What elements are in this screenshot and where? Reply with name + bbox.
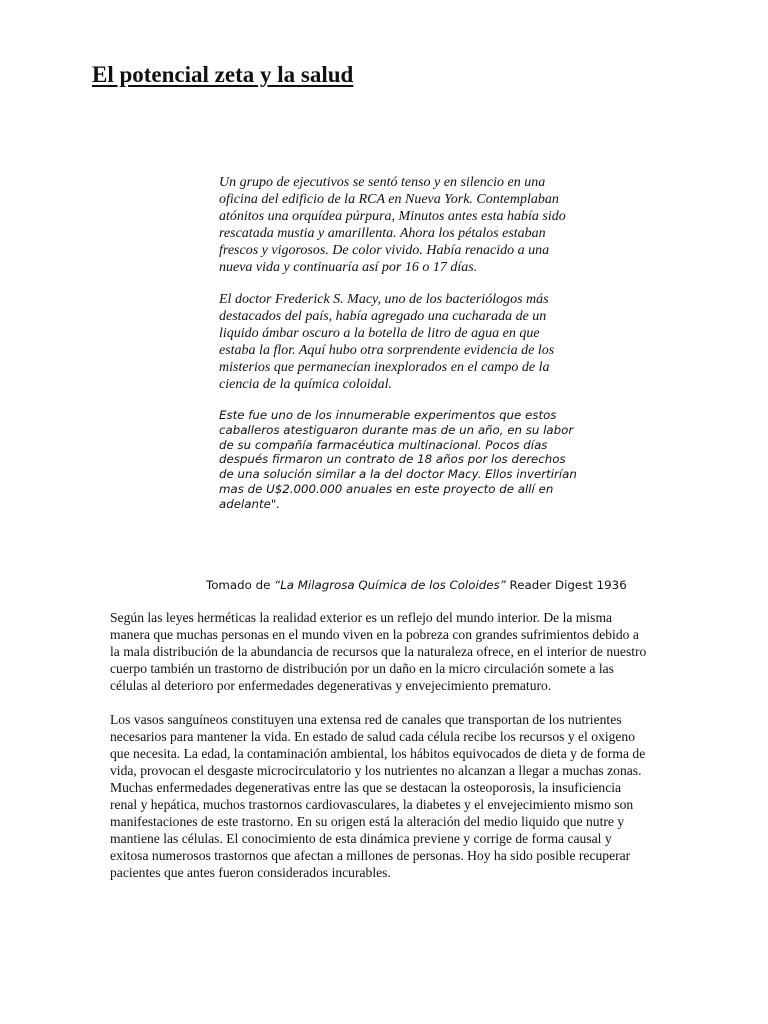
body-paragraph-2: Los vasos sanguíneos constituyen una extensa red de canales que transportan de los nutrientes necesarios para mantener la vida. En estado de salud cada célula recibe los recursos y el oxigeno que necesita. La edad, la contaminación ambiental, los hábitos equivocados de dieta y de forma de vida, provocan el desgaste microcirculatorio y los nutrientes no alcanzan a llegar a muchas zonas. Muchas enfermedades degenerativas entre las que se destacan la osteoporosis, la insuficiencia renal y hepática, muchos trastornos cardiovasculares, la diabetes y el envejecimiento mismo son manifestaciones de este trastorno. En su origen está la alteración del medio liquido que nutre y mantiene las células. El conocimiento de esta dinámica previene y corrige de forma causal y exitosa numerosos trastornos que afectan a millones de personas. Hoy ha sido posible recuperar pacientes que antes fueron considerados incurables. [110, 712, 646, 880]
quote-paragraph-1: Un grupo de ejecutivos se sentó tenso y en silencio en una oficina del edificio de la RCA en Nueva York. Contemplaban atónitos una orquídea púrpura, Minutos antes esta había sido rescatada mustia y amarillenta. Ahora los pétalos estaban frescos y vigorosos. De color vivido. Había renacido a una nueva vida y continuaría así por 16 o 17 días. [219, 175, 566, 275]
quote-paragraph-3: Este fue uno de los innumerable experimentos que estos caballeros atestiguaron durante mas de un año, en su labor de su compañía farmacéutica multinacional. Pocos días después firmaron un contrato de 18 años por los derechos de una solución similar a la del doctor Macy. Ellos invertirían mas de U$2.000.000 anuales en este proyecto de allí en adelante". [219, 408, 577, 511]
quote-block [219, 174, 579, 512]
body-text [110, 609, 650, 898]
quote-citation [206, 577, 686, 593]
citation-prefix: Tomado de [206, 578, 275, 592]
quote-paragraph-2: El doctor Frederick S. Macy, uno de los bacteriólogos más destacados del país, había agregado una cucharada de un liquido ámbar oscuro a la botella de litro de agua en que estaba la flor. Aquí hubo otra sorprendente evidencia de los misterios que permanecían inexplorados en el campo de la ciencia de la química coloidal. [219, 292, 555, 392]
citation-suffix: Reader Digest 1936 [505, 578, 627, 592]
page-title: El potencial zeta y la salud [92, 62, 354, 87]
body-paragraph-1: Según las leyes herméticas la realidad exterior es un reflejo del mundo interior. De la misma manera que muchas personas en el mundo viven en la pobreza con grandes sufrimientos debido a la mala distribución de la abundancia de recursos que la naturaleza ofrece, en el interior de nuestro cuerpo también un trastorno de distribución por un daño en la micro circulación somete a las células al deterioro por enfermedades degenerativas y envejecimiento prematuro. [110, 610, 647, 693]
citation-source-title: “La Milagrosa Química de los Coloides” [274, 578, 506, 592]
